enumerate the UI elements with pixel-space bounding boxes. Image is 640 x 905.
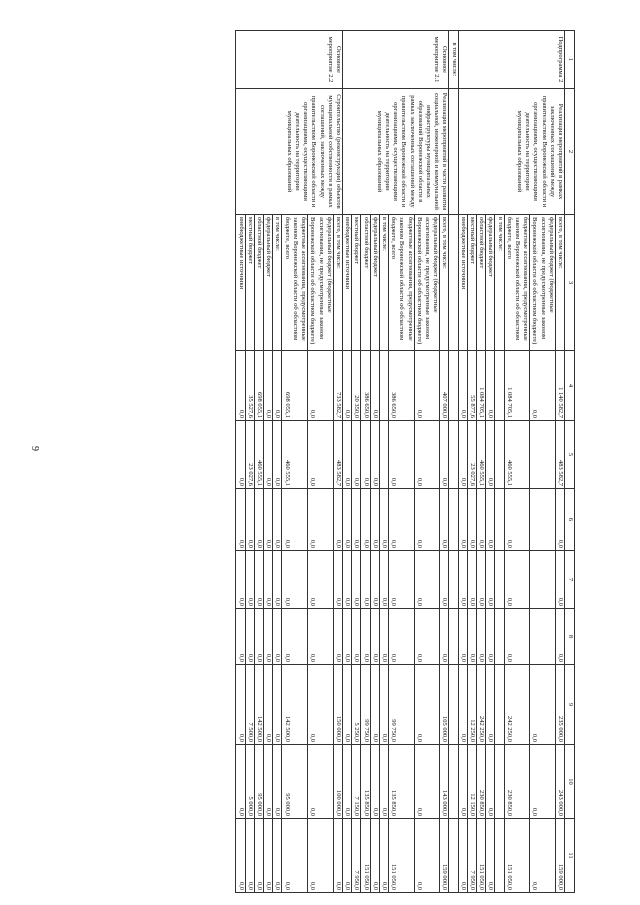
value-cell: 460 555,1 [254, 421, 263, 489]
value-cell: 0,0 [486, 421, 495, 489]
value-cell: 0,0 [254, 489, 263, 551]
value-cell: 0,0 [342, 665, 351, 745]
value-cell: 0,0 [458, 551, 467, 609]
value-cell: 7 950,0 [467, 819, 476, 893]
source-cell: областной бюджет [361, 215, 370, 351]
header-cell: 1 [565, 31, 575, 89]
value-cell: 0,0 [476, 551, 485, 609]
value-cell: 0,0 [264, 665, 273, 745]
value-cell: 386 650,0 [388, 351, 414, 421]
value-cell: 0,0 [370, 665, 379, 745]
program-cell: в том числе: [449, 31, 458, 89]
value-cell [449, 351, 458, 421]
value-cell: 0,0 [486, 665, 495, 745]
value-cell: 0,0 [333, 819, 342, 893]
value-cell [495, 745, 504, 819]
value-cell [495, 351, 504, 421]
value-cell: 0,0 [308, 551, 334, 609]
value-cell: 0,0 [458, 665, 467, 745]
value-cell: 0,0 [236, 551, 245, 609]
value-cell: 0,0 [245, 609, 254, 665]
value-cell: 0,0 [486, 551, 495, 609]
value-cell: 0,0 [342, 489, 351, 551]
value-cell: 0,0 [414, 745, 440, 819]
value-cell: 0,0 [352, 421, 361, 489]
value-cell: 0,0 [273, 551, 282, 609]
value-cell: 0,0 [254, 551, 263, 609]
header-cell: 10 [565, 745, 575, 819]
value-cell: 0,0 [458, 745, 467, 819]
value-cell: 0,0 [370, 609, 379, 665]
value-cell: 0,0 [273, 745, 282, 819]
value-cell: 0,0 [530, 665, 556, 745]
value-cell [495, 421, 504, 489]
value-cell: 0,0 [361, 421, 370, 489]
value-cell: 151 050,0 [388, 819, 414, 893]
source-cell: федеральный бюджет [486, 215, 495, 351]
value-cell: 55 877,6 [467, 351, 476, 421]
value-cell: 0,0 [273, 489, 282, 551]
value-cell: 0,0 [458, 819, 467, 893]
value-cell: 135 850,0 [361, 745, 370, 819]
source-cell: федеральный бюджет [370, 215, 379, 351]
value-cell: 0,0 [236, 819, 245, 893]
source-cell: федеральный бюджет (бюджетные ассигнования, не предусмотренные законом Воронежской области об областном бюджете) [414, 215, 440, 351]
value-cell: 12 150,0 [467, 745, 476, 819]
value-cell: 0,0 [264, 609, 273, 665]
value-cell: 0,0 [273, 351, 282, 421]
source-cell: федеральный бюджет (бюджетные ассигнования, не предусмотренные законом Воронежской области об областном бюджете) [308, 215, 334, 351]
table-body [236, 31, 565, 893]
value-cell: 99 750,0 [388, 665, 414, 745]
value-cell: 0,0 [379, 489, 388, 551]
value-cell [449, 665, 458, 745]
value-cell: 0,0 [236, 665, 245, 745]
value-cell: 0,0 [264, 351, 273, 421]
value-cell: 460 555,1 [504, 421, 530, 489]
value-cell: 159 000,0 [440, 819, 449, 893]
header-cell: 5 [565, 421, 575, 489]
value-cell: 0,0 [342, 421, 351, 489]
value-cell: 0,0 [273, 819, 282, 893]
value-cell: 0,0 [530, 745, 556, 819]
value-cell [495, 551, 504, 609]
value-cell: 0,0 [370, 489, 379, 551]
source-cell: местный бюджет [352, 215, 361, 351]
value-cell: 235 000,0 [555, 665, 564, 745]
value-cell: 0,0 [370, 819, 379, 893]
header-cell: 11 [565, 819, 575, 893]
table-row [555, 31, 564, 893]
value-cell: 0,0 [486, 489, 495, 551]
value-cell: 0,0 [282, 489, 308, 551]
value-cell: 0,0 [264, 421, 273, 489]
value-cell: 0,0 [308, 745, 334, 819]
value-cell: 0,0 [486, 819, 495, 893]
source-cell: внебюджетные источники [342, 215, 351, 351]
value-cell: 0,0 [236, 745, 245, 819]
value-cell: 0,0 [245, 489, 254, 551]
source-cell: бюджетные ассигнования, предусмотренные законом Воронежской области об областном бюджете, всего [282, 215, 308, 351]
value-cell: 0,0 [458, 351, 467, 421]
value-cell: 230 850,0 [476, 745, 485, 819]
value-cell [495, 665, 504, 745]
value-cell: 142 500,0 [282, 665, 308, 745]
value-cell: 0,0 [414, 351, 440, 421]
value-cell: 733 582,7 [333, 351, 342, 421]
value-cell: 0,0 [414, 489, 440, 551]
value-cell: 0,0 [440, 421, 449, 489]
table-row [333, 31, 342, 893]
value-cell: 35 527,6 [245, 351, 254, 421]
value-cell: 100 000,0 [333, 745, 342, 819]
value-cell: 0,0 [308, 489, 334, 551]
value-cell [530, 421, 556, 489]
value-cell: 0,0 [388, 609, 414, 665]
value-cell: 150 000,0 [333, 665, 342, 745]
source-cell: в том числе: [379, 215, 388, 351]
source-cell: областной бюджет [254, 215, 263, 351]
value-cell: 0,0 [273, 665, 282, 745]
value-cell [495, 489, 504, 551]
description-cell: Реализация мероприятий в рамках заключенных соглашений между правительством Воронежской области и организациями, осуществляющими деятельность на территории муниципальных образований [458, 89, 564, 215]
value-cell: 0,0 [530, 819, 556, 893]
value-cell: 0,0 [254, 609, 263, 665]
source-cell: местный бюджет [467, 215, 476, 351]
value-cell: 0,0 [370, 551, 379, 609]
value-cell: 12 250,0 [467, 665, 476, 745]
value-cell: 151 050,0 [476, 819, 485, 893]
source-cell: федеральный бюджет (бюджетные ассигнования, не предусмотренные законом Воронежской области об областном бюджете) [530, 215, 556, 351]
value-cell [379, 351, 388, 421]
value-cell: 143 000,0 [440, 745, 449, 819]
value-cell: 1 084 705,1 [476, 351, 485, 421]
value-cell: 135 850,0 [388, 745, 414, 819]
header-cell: 3 [565, 215, 575, 351]
value-cell: 0,0 [458, 421, 467, 489]
value-cell: 0,0 [273, 421, 282, 489]
value-cell [379, 421, 388, 489]
value-cell: 483 582,7 [333, 421, 342, 489]
value-cell: 0,0 [236, 489, 245, 551]
value-cell: 0,0 [379, 665, 388, 745]
value-cell: 0,0 [388, 551, 414, 609]
value-cell: 0,0 [333, 551, 342, 609]
value-cell: 0,0 [379, 609, 388, 665]
value-cell: 0,0 [467, 551, 476, 609]
value-cell: 0,0 [254, 819, 263, 893]
value-cell: 1 140 582,7 [555, 351, 564, 421]
header-cell: 7 [565, 551, 575, 609]
value-cell [530, 609, 556, 665]
value-cell: 0,0 [236, 609, 245, 665]
value-cell: 151 050,0 [361, 819, 370, 893]
value-cell: 230 850,0 [504, 745, 530, 819]
value-cell: 0,0 [333, 489, 342, 551]
value-cell [449, 551, 458, 609]
source-cell: всего, в том числе: [555, 215, 564, 351]
value-cell: 0,0 [486, 745, 495, 819]
value-cell: 0,0 [342, 819, 351, 893]
header-row [565, 31, 575, 893]
value-cell: 7 950,0 [352, 819, 361, 893]
value-cell: 0,0 [440, 489, 449, 551]
description-cell [449, 89, 458, 215]
value-cell: 0,0 [245, 551, 254, 609]
value-cell: 0,0 [282, 551, 308, 609]
value-cell: 0,0 [236, 421, 245, 489]
header-cell: 6 [565, 489, 575, 551]
value-cell: 0,0 [333, 609, 342, 665]
value-cell: 0,0 [379, 745, 388, 819]
program-cell: Основное мероприятие 2.2 [236, 31, 342, 89]
value-cell: 0,0 [308, 819, 334, 893]
value-cell [495, 819, 504, 893]
program-cell: Основное мероприятие 2.1 [342, 31, 448, 89]
value-cell [449, 609, 458, 665]
value-cell: 7 150,0 [352, 745, 361, 819]
value-cell: 0,0 [342, 745, 351, 819]
page-number: 9 [29, 446, 40, 451]
value-cell: 7 500,0 [245, 665, 254, 745]
header-cell: 8 [565, 609, 575, 665]
value-cell: 0,0 [352, 551, 361, 609]
value-cell: 0,0 [476, 489, 485, 551]
program-cell: Подпрограмма 2 [458, 31, 564, 89]
value-cell [449, 489, 458, 551]
value-cell: 0,0 [370, 745, 379, 819]
table-row [449, 31, 458, 893]
value-cell: 0,0 [264, 489, 273, 551]
value-cell: 0,0 [440, 551, 449, 609]
value-cell: 460 555,1 [476, 421, 485, 489]
value-cell: 242 250,0 [476, 665, 485, 745]
value-cell: 243 000,0 [555, 745, 564, 819]
source-cell: внебюджетные источники [458, 215, 467, 351]
value-cell: 5 250,0 [352, 665, 361, 745]
value-cell: 95 000,0 [282, 745, 308, 819]
value-cell: 0,0 [414, 421, 440, 489]
rotated-table-container [112, 30, 575, 892]
value-cell: 386 650,0 [361, 351, 370, 421]
header-cell: 2 [565, 89, 575, 215]
value-cell: 0,0 [361, 489, 370, 551]
value-cell: 0,0 [504, 551, 530, 609]
value-cell: 0,0 [370, 421, 379, 489]
source-cell: федеральный бюджет [264, 215, 273, 351]
funding-table [235, 30, 575, 893]
value-cell: 0,0 [414, 819, 440, 893]
source-cell: областной бюджет [476, 215, 485, 351]
source-cell: в том числе: [273, 215, 282, 351]
description-cell: Строительство (реконструкция) объектов муниципальной собственности в рамках соглашений, заключенных между правительством Воронежской области и организациями, осуществляющими деятельность на территории муниципальных образований [236, 89, 342, 215]
value-cell: 0,0 [342, 551, 351, 609]
value-cell: 23 027,6 [467, 421, 476, 489]
header-cell: 4 [565, 351, 575, 421]
value-cell: 407 000,0 [440, 351, 449, 421]
value-cell: 0,0 [264, 819, 273, 893]
source-cell: внебюджетные источники [236, 215, 245, 351]
value-cell: 1 084 705,1 [504, 351, 530, 421]
value-cell: 95 000,0 [254, 745, 263, 819]
value-cell: 0,0 [458, 489, 467, 551]
value-cell: 0,0 [308, 609, 334, 665]
value-cell: 0,0 [264, 551, 273, 609]
value-cell: 0,0 [282, 609, 308, 665]
value-cell: 159 000,0 [555, 819, 564, 893]
source-cell: в том числе: [495, 215, 504, 351]
value-cell [449, 421, 458, 489]
value-cell: 0,0 [342, 609, 351, 665]
source-cell [449, 215, 458, 351]
value-cell: 0,0 [245, 819, 254, 893]
value-cell: 0,0 [504, 609, 530, 665]
source-cell: всего, в том числе: [333, 215, 342, 351]
value-cell: 698 055,1 [254, 351, 263, 421]
value-cell: 0,0 [370, 351, 379, 421]
description-cell: Реализация мероприятий в части развития социальной, инженерной и коммунальной инфраструктуры муниципальных образований Воронежской области в рамках заключенных соглашений между правительством Воронежской области и организациями, осуществляющими деятельность на территории муниципальных образований [342, 89, 448, 215]
value-cell: 5 000,0 [245, 745, 254, 819]
value-cell: 0,0 [467, 489, 476, 551]
value-cell: 0,0 [236, 351, 245, 421]
value-cell: 142 500,0 [254, 665, 263, 745]
table-row [440, 31, 449, 893]
value-cell: 0,0 [555, 551, 564, 609]
value-cell: 0,0 [308, 665, 334, 745]
value-cell: 20 350,0 [352, 351, 361, 421]
value-cell: 0,0 [486, 609, 495, 665]
value-cell: 0,0 [361, 609, 370, 665]
source-cell: бюджетные ассигнования, предусмотренные законом Воронежской области об областном бюджете, всего [388, 215, 414, 351]
value-cell: 0,0 [414, 609, 440, 665]
value-cell: 0,0 [486, 351, 495, 421]
value-cell: 0,0 [555, 489, 564, 551]
value-cell: 0,0 [467, 609, 476, 665]
value-cell: 0,0 [352, 489, 361, 551]
source-cell: местный бюджет [245, 215, 254, 351]
value-cell: 0,0 [379, 819, 388, 893]
value-cell: 99 750,0 [361, 665, 370, 745]
source-cell: бюджетные ассигнования, предусмотренные законом Воронежской области об областном бюджете, всего [504, 215, 530, 351]
value-cell: 0,0 [440, 609, 449, 665]
value-cell: 0,0 [555, 609, 564, 665]
value-cell [530, 551, 556, 609]
value-cell: 151 050,0 [504, 819, 530, 893]
value-cell: 0,0 [308, 351, 334, 421]
value-cell: 0,0 [352, 609, 361, 665]
value-cell: 0,0 [282, 819, 308, 893]
value-cell: 0,0 [342, 351, 351, 421]
value-cell: 0,0 [414, 551, 440, 609]
value-cell: 0,0 [264, 745, 273, 819]
value-cell: 0,0 [458, 609, 467, 665]
value-cell: 0,0 [379, 551, 388, 609]
source-cell: всего, в том числе: [440, 215, 449, 351]
value-cell: 0,0 [273, 609, 282, 665]
value-cell: 0,0 [388, 489, 414, 551]
header-cell: 9 [565, 665, 575, 745]
value-cell: 105 000,0 [440, 665, 449, 745]
value-cell [530, 489, 556, 551]
value-cell [449, 819, 458, 893]
value-cell [449, 745, 458, 819]
value-cell: 0,0 [504, 489, 530, 551]
value-cell: 698 055,1 [282, 351, 308, 421]
value-cell: 23 027,6 [245, 421, 254, 489]
value-cell: 0,0 [476, 609, 485, 665]
value-cell: 0,0 [388, 421, 414, 489]
value-cell: 0,0 [361, 551, 370, 609]
value-cell [495, 609, 504, 665]
value-cell: 0,0 [308, 421, 334, 489]
value-cell: 0,0 [530, 351, 556, 421]
value-cell: 460 555,1 [282, 421, 308, 489]
value-cell: 483 582,7 [555, 421, 564, 489]
value-cell: 0,0 [414, 665, 440, 745]
value-cell: 242 250,0 [504, 665, 530, 745]
